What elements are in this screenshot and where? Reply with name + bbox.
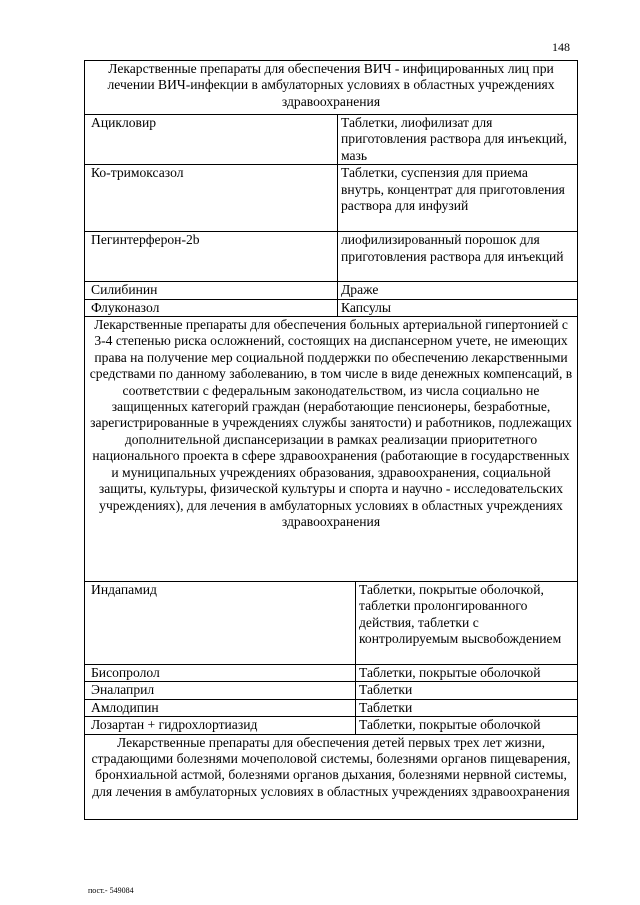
drug-form: Драже xyxy=(338,282,578,299)
table-row xyxy=(85,115,578,165)
section-title-hiv: Лекарственные препараты для обеспечения ВИЧ - инфицированных лиц при лечении ВИЧ-инфекции в амбулаторных условиях в областных учреждениях здравоохранения xyxy=(85,61,578,115)
table-row xyxy=(85,165,578,232)
table-row xyxy=(85,665,578,682)
drug-name: Ко-тримоксазол xyxy=(85,165,338,232)
drug-form: Таблетки, покрытые оболочкой xyxy=(356,665,578,682)
footer-document-code: пост.- 549084 xyxy=(88,886,134,895)
drug-name: Амлодипин xyxy=(85,699,356,716)
drug-form: лиофилизированный порошок для приготовления раствора для инъекций xyxy=(338,232,578,282)
drug-form: Таблетки, покрытые оболочкой, таблетки пролонгированного действия, таблетки с контролируемым высвобождением xyxy=(356,582,578,665)
table-row xyxy=(85,582,578,665)
section-header-row xyxy=(85,734,578,819)
drug-name: Лозартан + гидрохлортиазид xyxy=(85,717,356,734)
table-row xyxy=(85,699,578,716)
drug-name: Силибинин xyxy=(85,282,338,299)
drug-name: Ацикловир xyxy=(85,115,338,165)
section-header-row xyxy=(85,317,578,582)
drug-name: Пегинтерферон-2b xyxy=(85,232,338,282)
table-row xyxy=(85,299,578,316)
drug-name: Бисопролол xyxy=(85,665,356,682)
drug-form: Таблетки, покрытые оболочкой xyxy=(356,717,578,734)
section-header-row xyxy=(85,61,578,115)
drug-form: Таблетки xyxy=(356,699,578,716)
drug-name: Эналаприл xyxy=(85,682,356,699)
section-title-hypertension: Лекарственные препараты для обеспечения больных артериальной гипертонией с 3-4 степенью риска осложнений, состоящих на диспансерном учете, не имеющих права на получение мер социальной поддержки по обеспечению лекарственными средствами по данному заболеванию, в том числе в виде денежных компенсаций, в соответствии с федеральным законодательством, из числа социально не защищенных категорий граждан (неработающие пенсионеры, безработные, зарегистрированные в учреждениях службы занятости) и работников, подлежащих дополнительной диспансеризации в рамках реализации приоритетного национального проекта в сфере здравоохранения (работающие в государственных и муниципальных учреждениях образования, здравоохранения, социальной защиты, культуры, физической культуры и спорта и научно - исследовательских учреждениях), для лечения в амбулаторных условиях в областных учреждениях здравоохранения xyxy=(85,317,578,582)
drug-form: Таблетки, лиофилизат для приготовления раствора для инъекций, мазь xyxy=(338,115,578,165)
drug-form: Таблетки, суспензия для приема внутрь, концентрат для приготовления раствора для инфузий xyxy=(338,165,578,232)
page-number: 148 xyxy=(552,40,570,54)
drug-form: Капсулы xyxy=(338,299,578,316)
drug-form: Таблетки xyxy=(356,682,578,699)
table-row xyxy=(85,717,578,734)
drug-name: Индапамид xyxy=(85,582,356,665)
table-row xyxy=(85,232,578,282)
drug-name: Флуконазол xyxy=(85,299,338,316)
table-row xyxy=(85,682,578,699)
table-row xyxy=(85,282,578,299)
drug-list-table xyxy=(84,60,578,820)
section-title-children: Лекарственные препараты для обеспечения детей первых трех лет жизни, страдающими болезнями мочеполовой системы, болезнями органов пищеварения, бронхиальной астмой, болезнями органов дыхания, болезнями нервной системы, для лечения в амбулаторных условиях в областных учреждениях здравоохранения xyxy=(85,734,578,819)
